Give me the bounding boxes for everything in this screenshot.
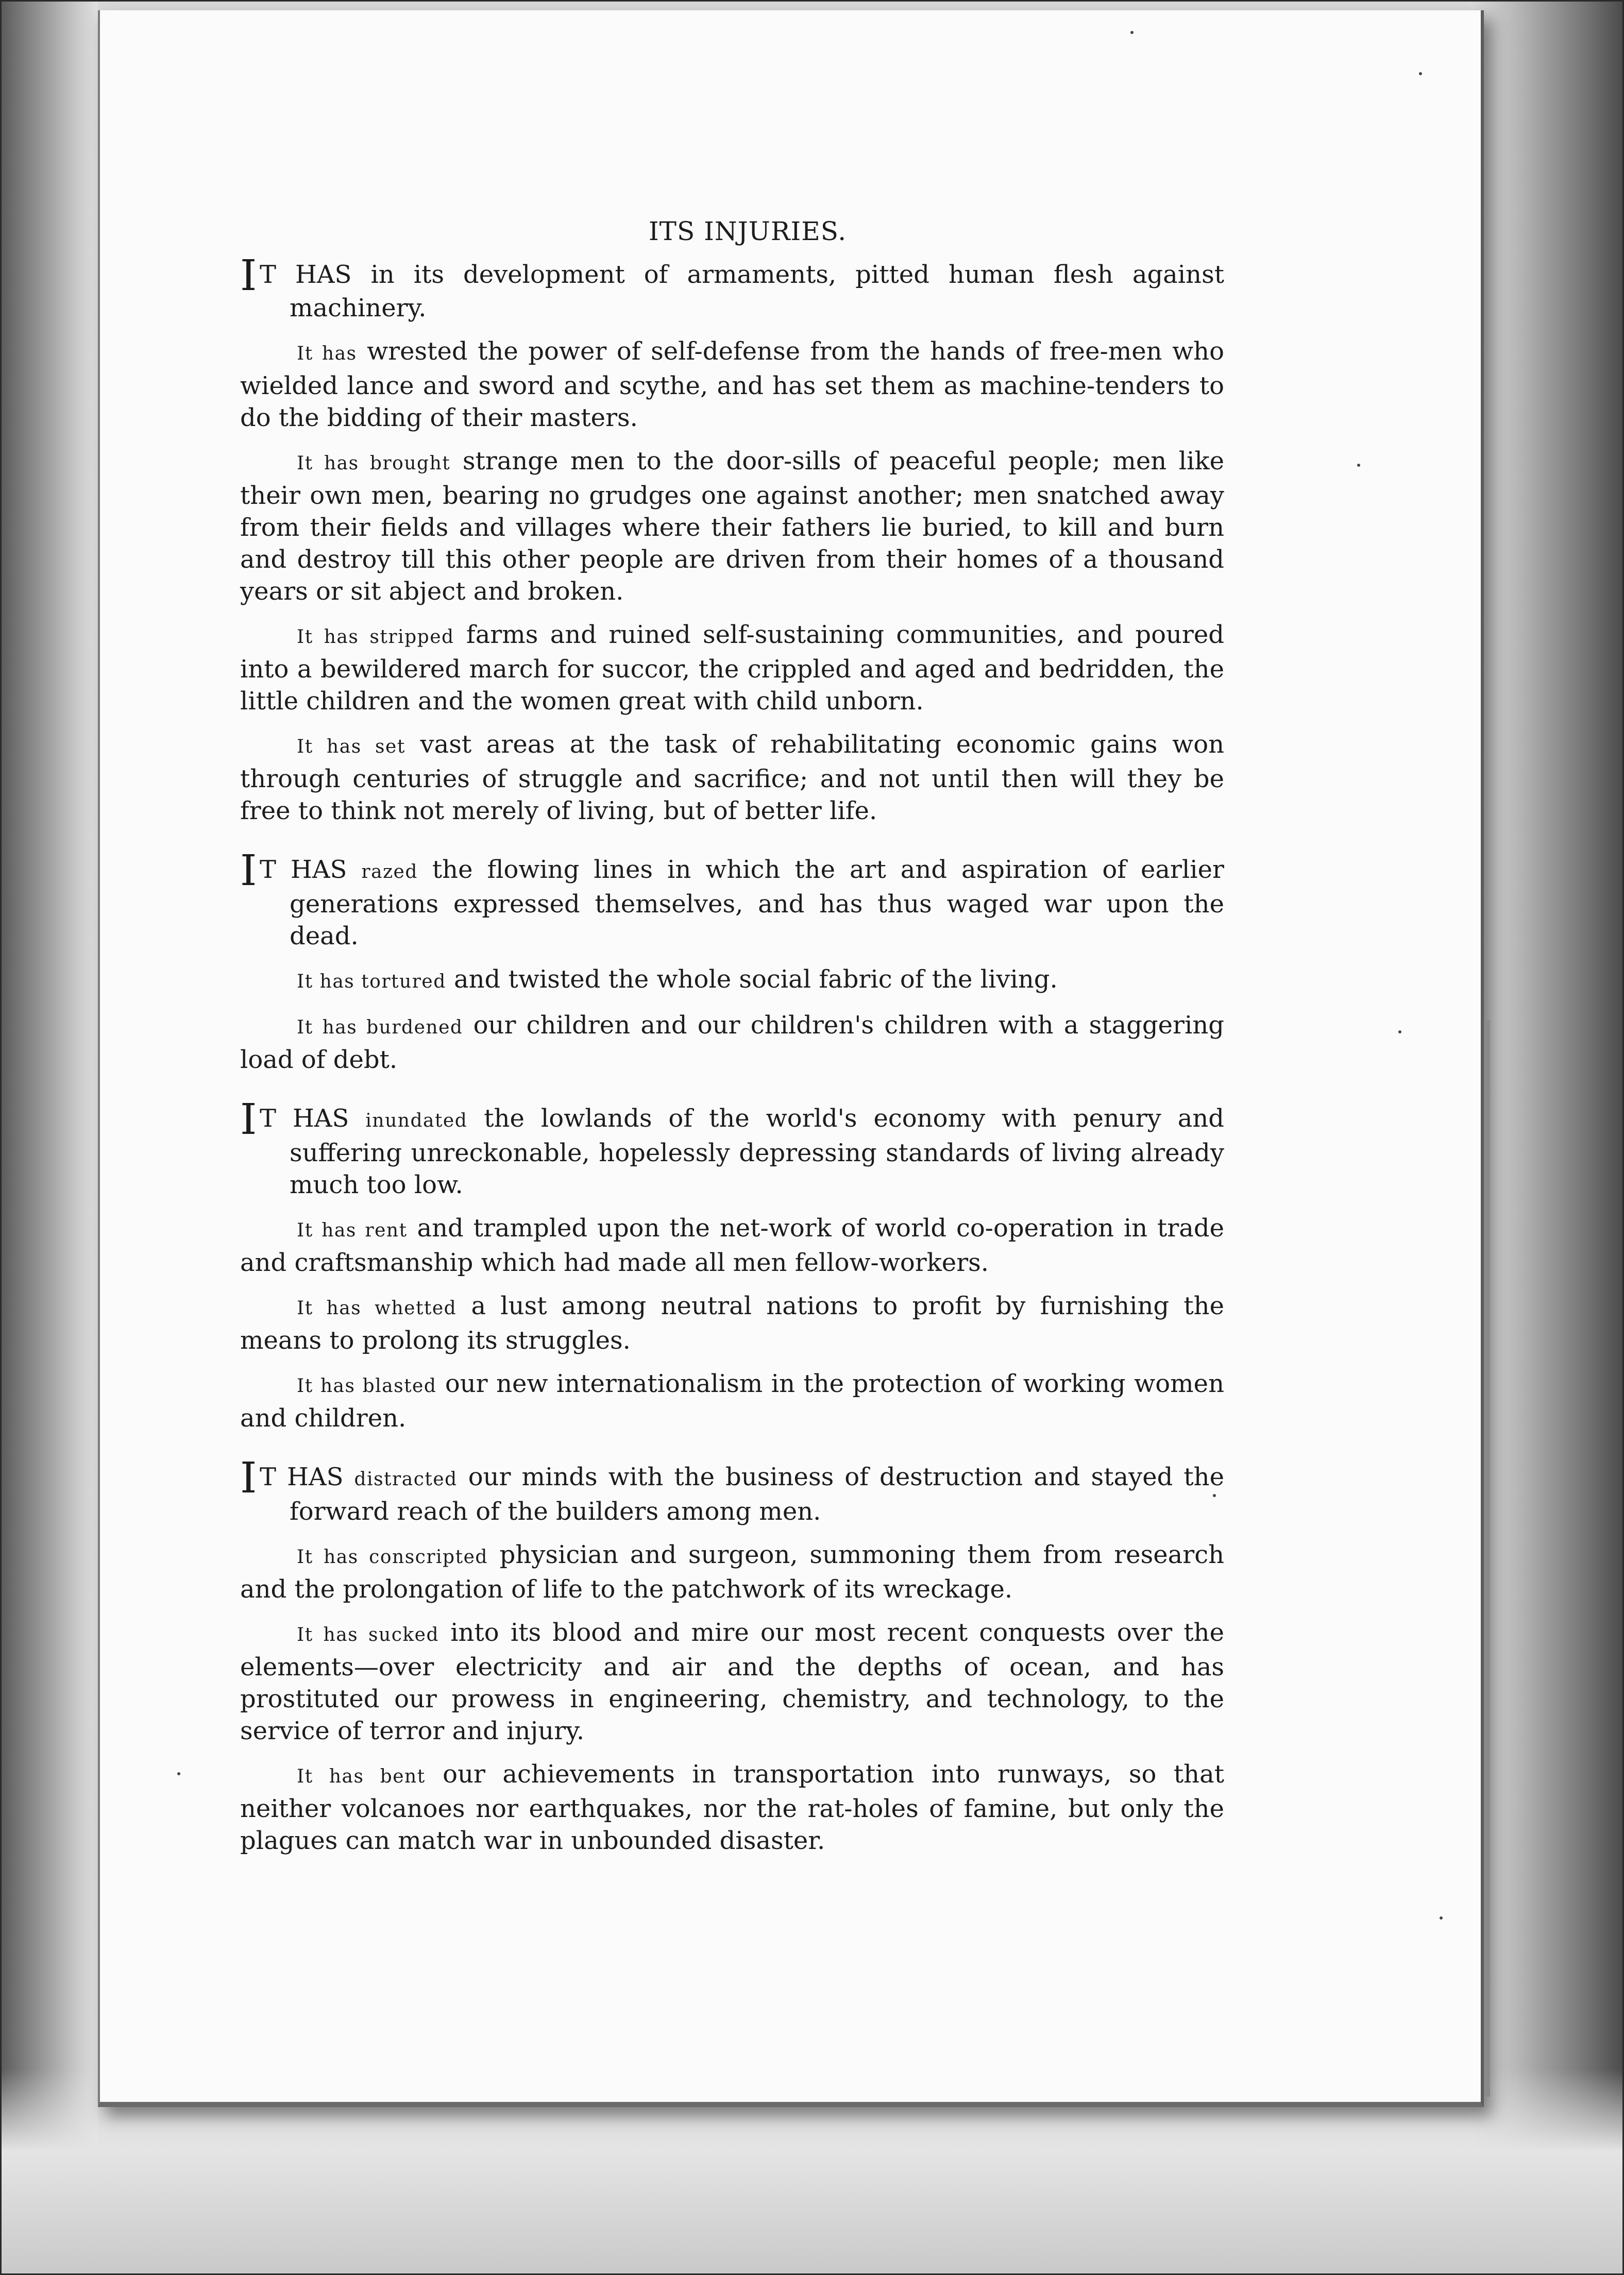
paragraph: It has bent our achievements in transportation into runways, so that neither volcanoes nor earthquakes, nor the rat-holes of famine, but only the plagues can match war in unbounded disaster. [240, 1760, 1224, 1855]
paragraph: I T HAS in its development of armaments, pitted human flesh against machinery. [240, 251, 1224, 322]
paragraph: It has stripped farms and ruined self-sustaining communities, and poured into a bewildered march for succor, the crippled and aged and bedridden, the little children and the women great with child unborn. [240, 620, 1224, 716]
paragraph: I T HAS inundated the lowlands of the world's economy with penury and suffering unreckonable, hopelessly depressing standards of living already much too low. [240, 1095, 1224, 1199]
paragraph: I T HAS razed the flowing lines in which the art and aspiration of earlier generations expressed themselves, and has thus waged war upon the dead. [240, 846, 1225, 950]
paragraph: It has sucked into its blood and mire our most recent conquests over the elements—over electricity and air and the depths of ocean, and has prostituted our prowess in engineering, chemistry, and technology, to the service of terror and injury. [240, 1618, 1224, 1745]
paragraph: It has whetted a lust among neutral nations to profit by furnishing the means to prolong its struggles. [240, 1292, 1224, 1355]
paragraph: It has burdened our children and our children's children with a staggering load of debt. [240, 1011, 1224, 1074]
drop-cap: I [240, 251, 257, 300]
drop-cap: I [240, 1095, 257, 1144]
drop-cap: I [240, 846, 257, 895]
paragraph: It has brought strange men to the door-sills of peaceful people; men like their own men, bearing no grudges one against another; men snatched away from their fields and villages where their fathers lie buried, to kill and burn and destroy till this other people are driven from their homes of a thousand years or sit abject and broken. [240, 447, 1225, 606]
paragraph: It has conscripted physician and surgeon, summoning them from research and the prolongation of life to the patchwork of its wreckage. [240, 1540, 1224, 1604]
paragraph: It has blasted our new internationalism in the protection of working women and children. [240, 1369, 1224, 1433]
paragraph: It has set vast areas at the task of rehabilitating economic gains won through centuries of struggle and sacrifice; and not until then will they be free to think not merely of living, but of better life. [240, 730, 1225, 825]
paragraph: It has rent and trampled upon the net-work of world co-operation in trade and craftsmanship which had made all men fellow-workers. [240, 1214, 1224, 1277]
page-title: ITS INJURIES. [648, 216, 847, 246]
drop-cap: I [240, 1454, 257, 1503]
paragraph: It has wrested the power of self-defense from the hands of free-men who wielded lance and sword and scythe, and has set them as machine-tenders to do the bidding of their masters. [240, 337, 1224, 432]
paragraph: I T HAS distracted our minds with the business of destruction and stayed the forward reach of the builders among men. [240, 1454, 1224, 1526]
paragraph: It has tortured and twisted the whole social fabric of the living. [297, 965, 1058, 994]
